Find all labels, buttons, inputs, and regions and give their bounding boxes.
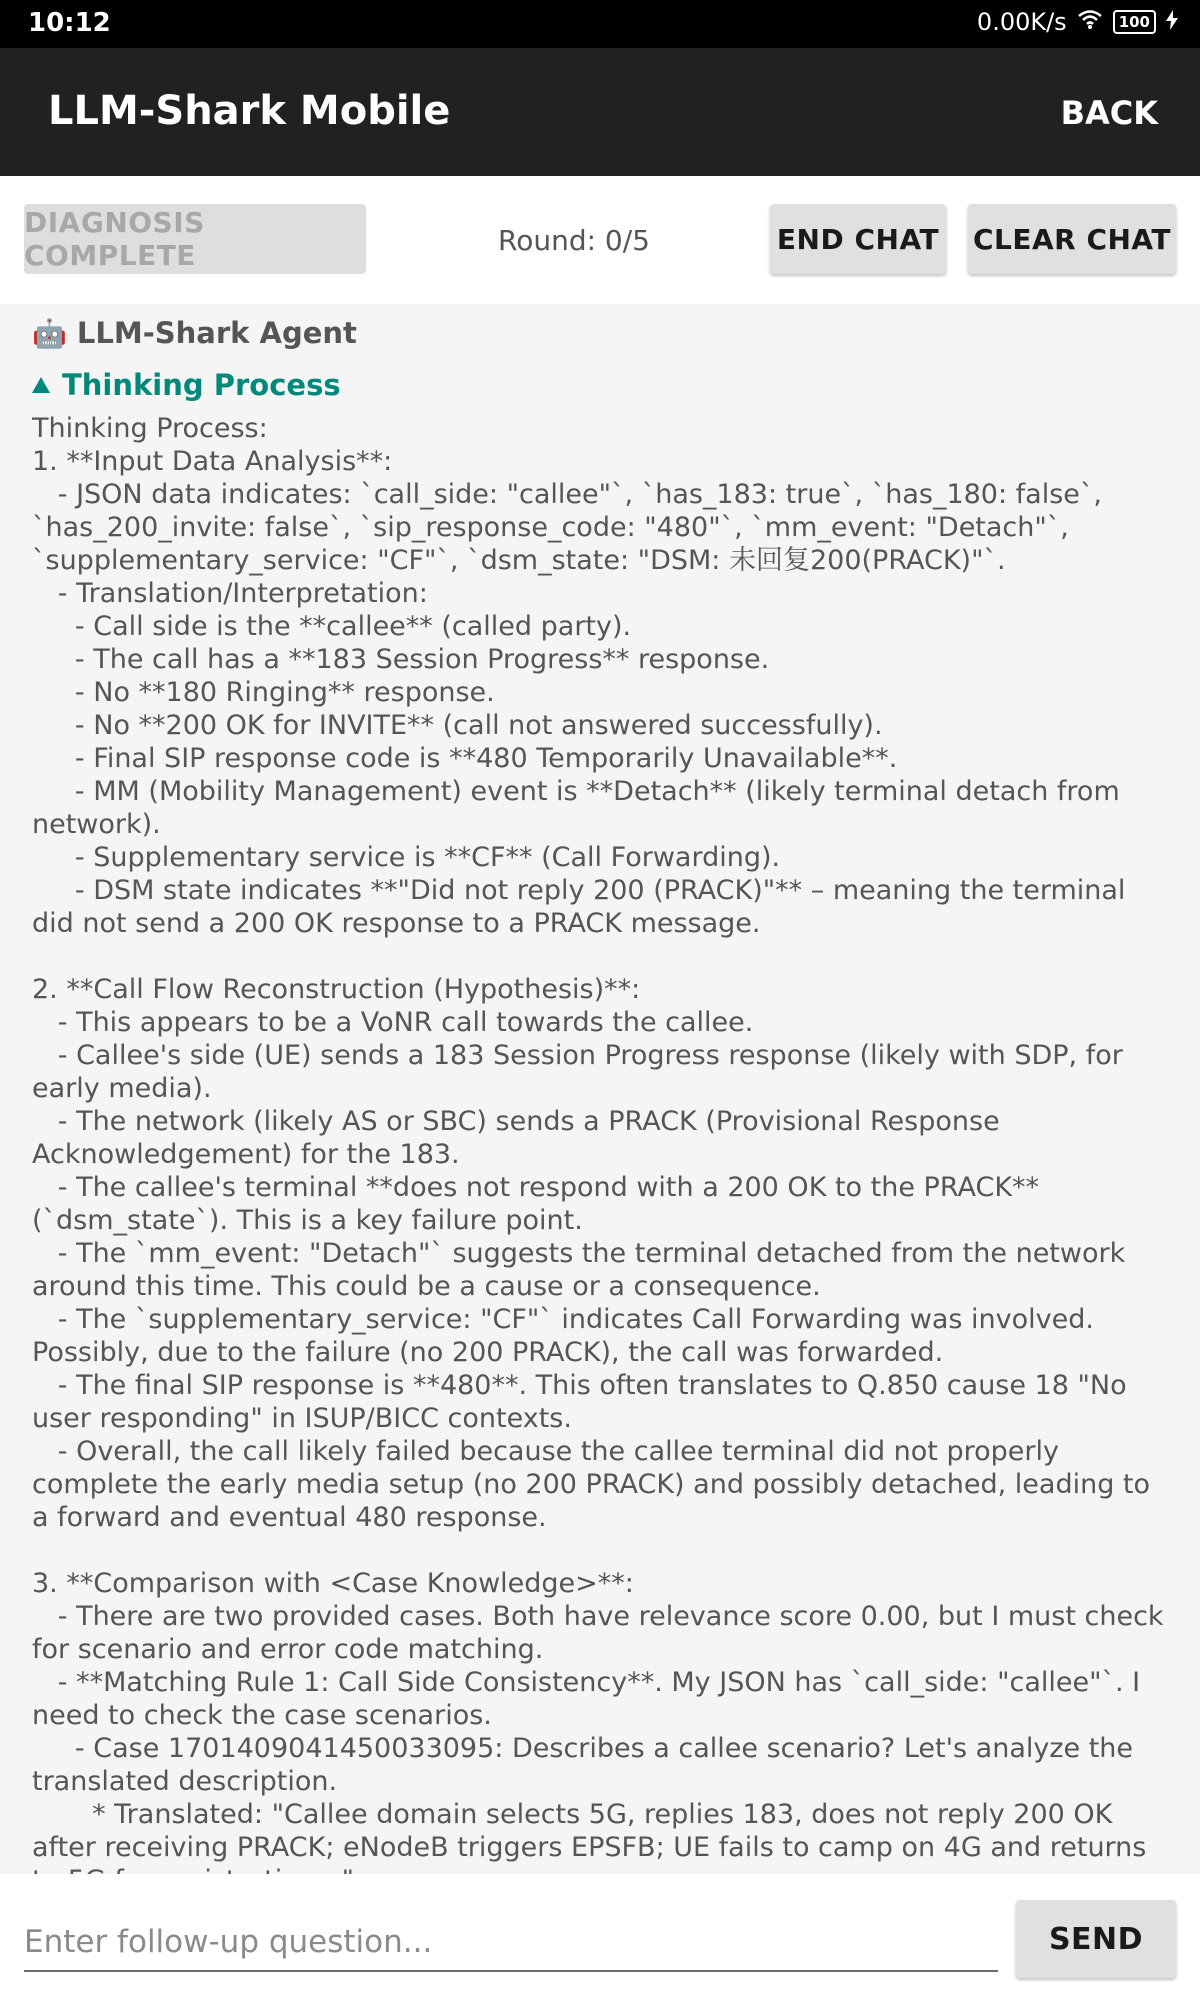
control-bar	[0, 176, 1200, 304]
collapse-triangle-icon	[32, 377, 50, 393]
clear-chat-button[interactable]: CLEAR CHAT	[968, 204, 1176, 274]
robot-icon: 🤖	[32, 316, 67, 350]
diagnosis-complete-button[interactable]: DIAGNOSIS COMPLETE	[24, 204, 366, 274]
wifi-icon	[1077, 8, 1103, 36]
app-title: LLM-Shark Mobile	[48, 88, 451, 134]
agent-name: LLM-Shark Agent	[76, 316, 357, 350]
input-bar	[0, 1874, 1200, 2000]
agent-header	[32, 316, 357, 350]
thinking-toggle-label: Thinking Process	[62, 368, 341, 402]
follow-up-input[interactable]	[24, 1914, 998, 1972]
send-button[interactable]: SEND	[1016, 1900, 1176, 1978]
charging-icon	[1166, 8, 1178, 36]
battery-icon: 100	[1113, 10, 1156, 34]
status-time: 10:12	[28, 8, 111, 38]
network-speed: 0.00K/s	[976, 8, 1067, 36]
status-bar	[0, 0, 1200, 48]
end-chat-button[interactable]: END CHAT	[770, 204, 946, 274]
status-indicators	[977, 8, 1178, 36]
chat-area[interactable]	[0, 304, 1200, 1874]
thinking-process-text: Thinking Process: 1. **Input Data Analysis**: - JSON data indicates: `call_side: "callee"`, `has_183: true`, `has_180: false`, `has_200_invite: false`, `sip_response_code: "480"`, `mm_event: "Detach"`, `supplementary_service: "CF"`, `dsm_state: "DSM: 未回复200(PRACK)"`. - Translation/Interpretation: - Call side is the **callee** (called party). - The call has a **183 Session Progress** response. - No **180 Ringing** response. - No **200 OK for INVITE** (call not answered successfully). - Final SIP response code is **480 Temporarily Unavailable**. - MM (Mobility Management) event is **Detach** (likely terminal detach from network). - Supplementary service is **CF** (Call Forwarding). - DSM state indicates **"Did not reply 200 (PRACK)"** – meaning the terminal did not send a 200 OK response to a PRACK message. 2. **Call Flow Reconstruction (Hypothesis)**: - This appears to be a VoNR call towards the callee. - Callee's side (UE) sends a 183 Session Progress response (likely with SDP, for early media). - The network (likely AS or SBC) sends a PRACK (Provisional Response Acknowledgement) for the 183. - The callee's terminal **does not respond with a 200 OK to the PRACK** (`dsm_state`). This is a key failure point. - The `mm_event: "Detach"` suggests the terminal detached from the network around this time. This could be a cause or a consequence. - The `supplementary_service: "CF"` indicates Call Forwarding was involved. Possibly, due to the failure (no 200 PRACK), the call was forwarded. - The final SIP response is **480**. This often translates to Q.850 cause 18 "No user responding" in ISUP/BICC contexts. - Overall, the call likely failed because the callee terminal did not properly complete the early media setup (no 200 PRACK) and possibly detached, leading to a forward and eventual 480 response. 3. **Comparison with <Case Knowledge>**: - There are two provided cases. Both have relevance score 0.00, but I must check for scenario and error code matching. - **Matching Rule 1: Call Side Consistency**. My JSON has `call_side: "callee"`. I need to check the case scenarios. - Case 1701409041450033095: Describes a callee scenario? Let's analyze the translated description. * Translated: "Callee domain selects 5G, replies 183, does not reply 200 OK after receiving PRACK; eNodeB triggers EPSFB; UE fails to camp on 4G and returns	[32, 413, 1164, 1863]
back-button[interactable]: BACK	[1060, 94, 1158, 132]
app-bar	[0, 48, 1200, 176]
thinking-process-toggle[interactable]	[32, 368, 341, 402]
round-counter: Round: 0/5	[498, 224, 650, 257]
